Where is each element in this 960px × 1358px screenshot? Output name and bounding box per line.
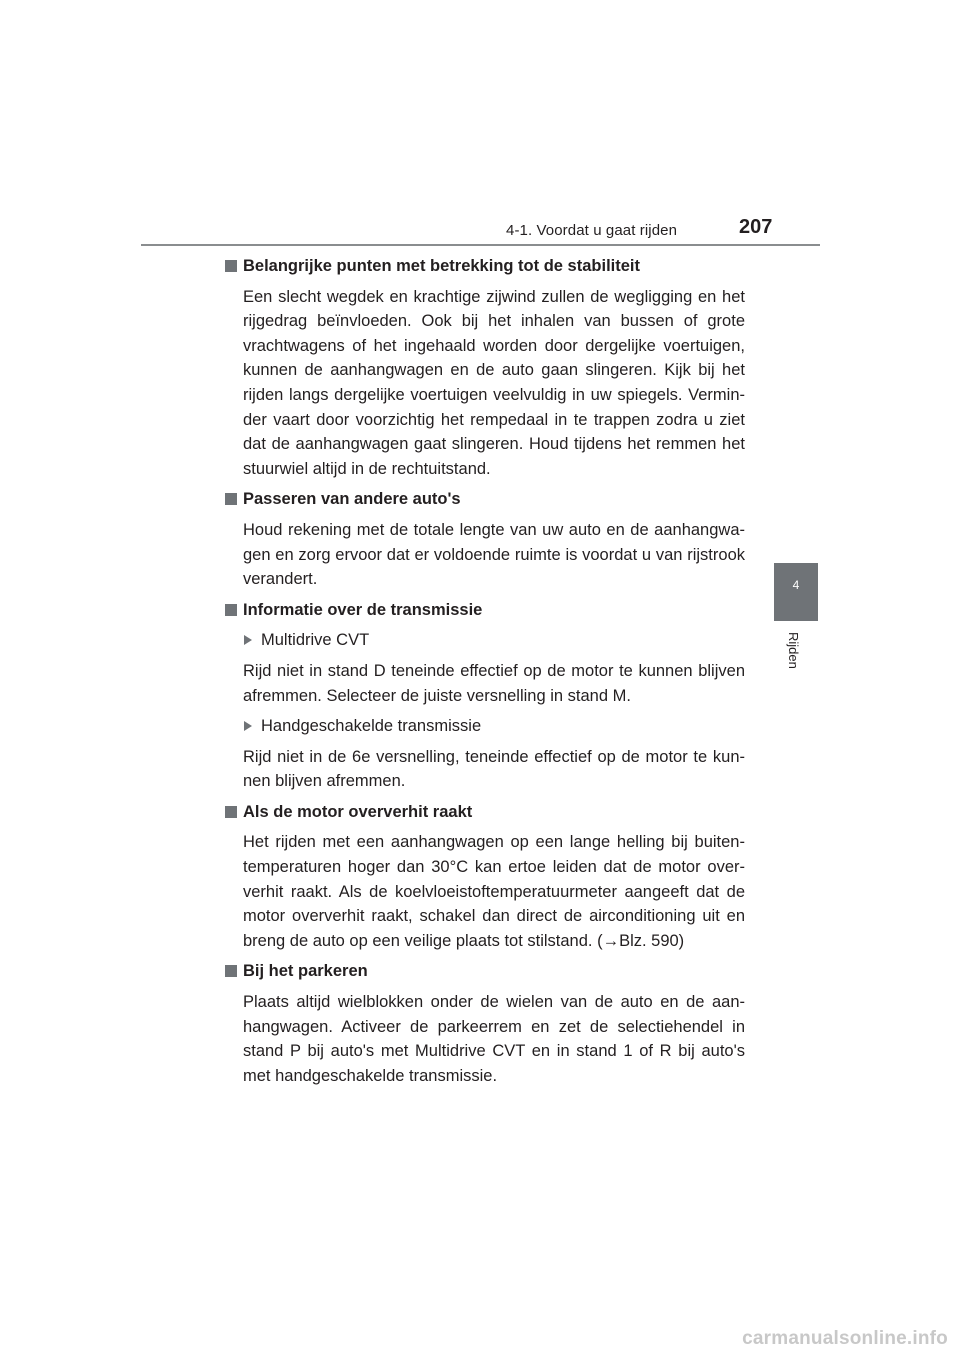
section-paragraph: Plaats altijd wielblokken onder de wielen van de auto en de aanhangwagen. Activeer de parkeerrem en zet de selectiehendel in stand P bij auto's met Multidrive CVT en in stand 1 of R bij auto's met handgeschakelde transmissie.	[243, 993, 745, 1085]
section-heading-text: Informatie over de transmissie	[243, 600, 483, 619]
section-paragraph: Houd rekening met de totale lengte van uw auto en de aanhangwagen en zorg ervoor dat er voldoende ruimte is voordat u van rijstrook verandert.	[243, 520, 745, 589]
section-paragraph: Een slecht wegdek en krachtige zijwind zullen de wegligging en het rijgedrag beïnvloeden. Ook bij het inhalen van bussen of grote vrachtwagens of het ingehaald worden door dergelijke voertuigen, kunnen de aanhangwagen en de auto gaan slingeren. Kijk bij het rijden langs dergelijke voertuigen veelvuldig in uw spiegels. Verminder vaart door voorzichtig het rempedaal in te trappen zodra u ziet dat de aanhangwagen gaat slingeren. Houd tijdens het remmen het stuurwiel altijd in de rechtuitstand.	[243, 287, 745, 478]
section-heading-text: Belangrijke punten met betrekking tot de stabiliteit	[243, 257, 640, 275]
triangle-bullet-icon	[244, 721, 252, 731]
sub-item-label: Handgeschakelde transmissie	[261, 717, 482, 736]
sub-item	[243, 714, 745, 739]
square-bullet-icon	[225, 493, 237, 505]
section-heading-text: Bij het parkeren	[243, 962, 368, 981]
section-heading	[225, 800, 745, 825]
section-paragraph: Het rijden met een aanhangwagen op een lange helling bij buitentemperaturen hoger dan 30°C kan ertoe leiden dat de motor oververhit raakt. Als de koelvloeistoftemperatuurmeter aangeeft dat de motor oververhit raakt, schakel dan direct de airconditioning uit en breng de auto op een veilige plaats tot stilstand. (→Blz. 590)	[243, 833, 745, 950]
chapter-tab: 4	[774, 563, 818, 621]
header-divider	[141, 244, 820, 246]
page-content	[225, 254, 745, 1088]
square-bullet-icon	[225, 965, 237, 977]
square-bullet-icon	[225, 260, 237, 272]
page-number: 207	[739, 216, 773, 238]
section-heading-text: Passeren van andere auto's	[243, 490, 461, 509]
section-paragraph: Rijd niet in de 6e versnelling, teneinde effectief op de motor te kunnen blijven afremmen.	[243, 747, 745, 791]
chapter-label: Rijden	[786, 632, 801, 669]
sub-item-label: Multidrive CVT	[261, 631, 370, 650]
watermark: carmanualsonline.info	[742, 1328, 948, 1349]
section-heading	[225, 254, 745, 279]
section-paragraph: Rijd niet in stand D teneinde effectief op de motor te kunnen blijven afremmen. Selecteer de juiste versnelling in stand M.	[243, 661, 745, 705]
square-bullet-icon	[225, 806, 237, 818]
section-heading-text: Als de motor oververhit raakt	[243, 802, 473, 821]
section-heading	[225, 487, 745, 512]
section-heading	[225, 959, 745, 984]
triangle-bullet-icon	[244, 635, 252, 645]
sub-item	[243, 628, 745, 653]
square-bullet-icon	[225, 604, 237, 616]
section-heading	[225, 598, 745, 623]
header-section-title: 4-1. Voordat u gaat rijden	[506, 222, 678, 239]
